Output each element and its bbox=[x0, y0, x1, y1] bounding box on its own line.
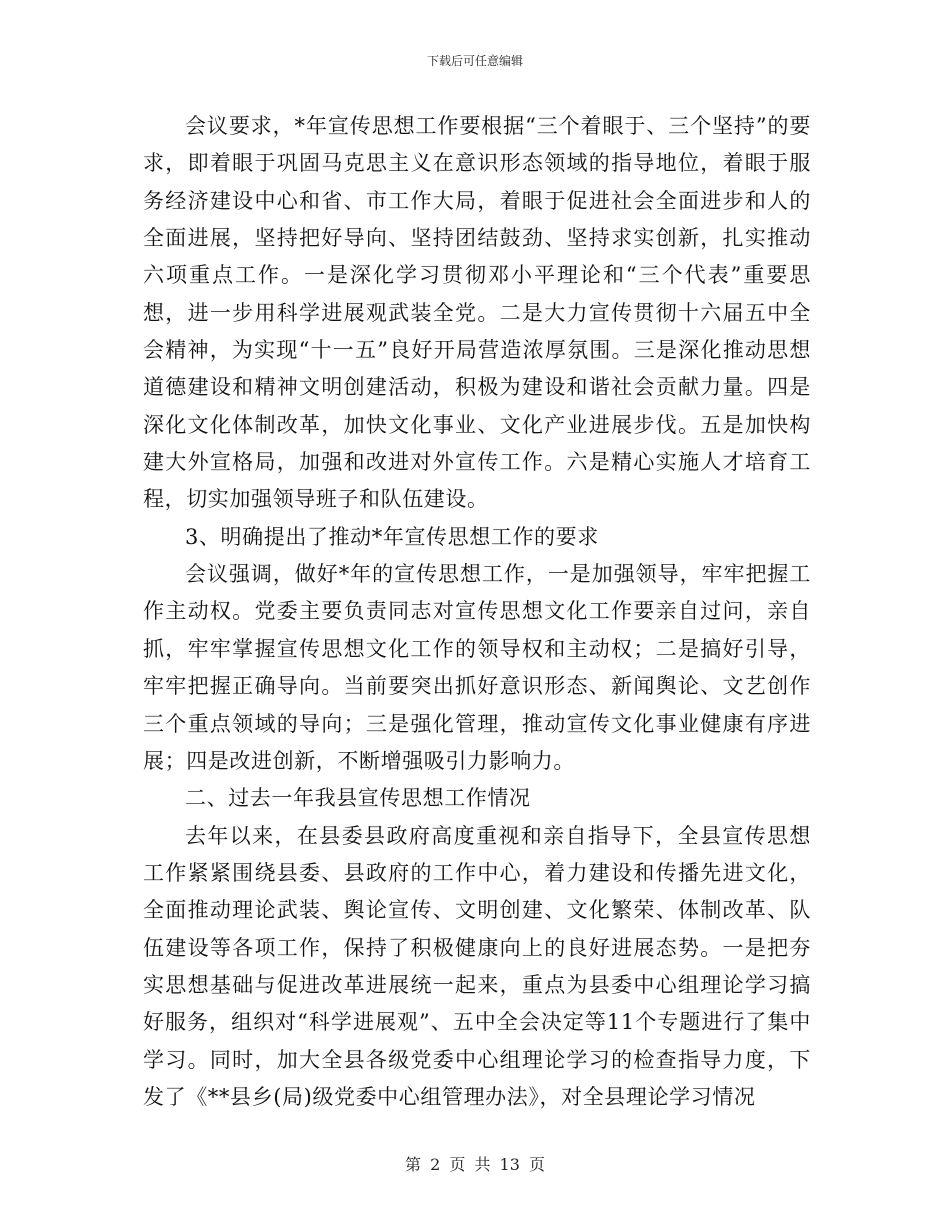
paragraph-meeting-requirements: 会议要求，*年宣传思想工作要根据“三个着眼于、三个坚持”的要求，即着眼于巩固马克思主义在意识形态领域的指导地位，着眼于服务经济建设中心和省、市工作大局，着眼于促进社会全面进步和人的全面进展，坚持把好导向、坚持团结鼓劲、坚持求实创新，扎实推动六项重点工作。一是深化学习贯彻邓小平理论和“三个代表”重要思想，进一步用科学进展观武装全党。二是大力宣传贯彻十六届五中全会精神，为实现“十一五”良好开局营造浓厚氛围。三是深化推动思想道德建设和精神文明创建活动，积极为建设和谐社会贡献力量。四是深化文化体制改革，加快文化事业、文化产业进展步伐。五是加快构建大外宣格局，加强和改进对外宣传工作。六是精心实施人才培育工程，切实加强领导班子和队伍建设。 bbox=[143, 114, 811, 512]
paragraph-past-year-work: 去年以来，在县委县政府高度重视和亲自指导下，全县宣传思想工作紧紧围绕县委、县政府的工作中心，着力建设和传播先进文化，全面推动理论武装、舆论宣传、文明创建、文化繁荣、体制改革、队伍建设等各项工作，保持了积极健康向上的良好进展态势。一是把夯实思想基础与促进改革进展统一起来，重点为县委中心组理论学习搞好服务，组织对“科学进展观”、五中全会决定等11个专题进行了集中学习。同时，加大全县各级党委中心组理论学习的检查指导力度，下发了《**县乡(局)级党委中心组管理办法》，对全县理论学习情况 bbox=[143, 823, 811, 1109]
section-heading-2: 二、过去一年我县宣传思想工作情况 bbox=[185, 786, 531, 811]
document-body bbox=[143, 108, 811, 1116]
section-heading-3: 3、明确提出了推动*年宣传思想工作的要求 bbox=[185, 524, 599, 549]
page-header: 下载后可任意编辑 bbox=[426, 54, 523, 68]
paragraph-meeting-emphasis: 会议强调，做好*年的宣传思想工作，一是加强领导，牢牢把握工作主动权。党委主要负责同志对宣传思想文化工作要亲自过问，亲自抓，牢牢掌握宣传思想文化工作的领导权和主动权；二是搞好引导，牢牢把握正确导向。当前要突出抓好意识形态、新闻舆论、文艺创作三个重点领域的导向；三是强化管理，推动宣传文化事业健康有序进展；四是改进创新，不断增强吸引力影响力。 bbox=[143, 562, 811, 773]
page-number-footer: 第 2 页 共 13 页 bbox=[405, 1155, 545, 1174]
